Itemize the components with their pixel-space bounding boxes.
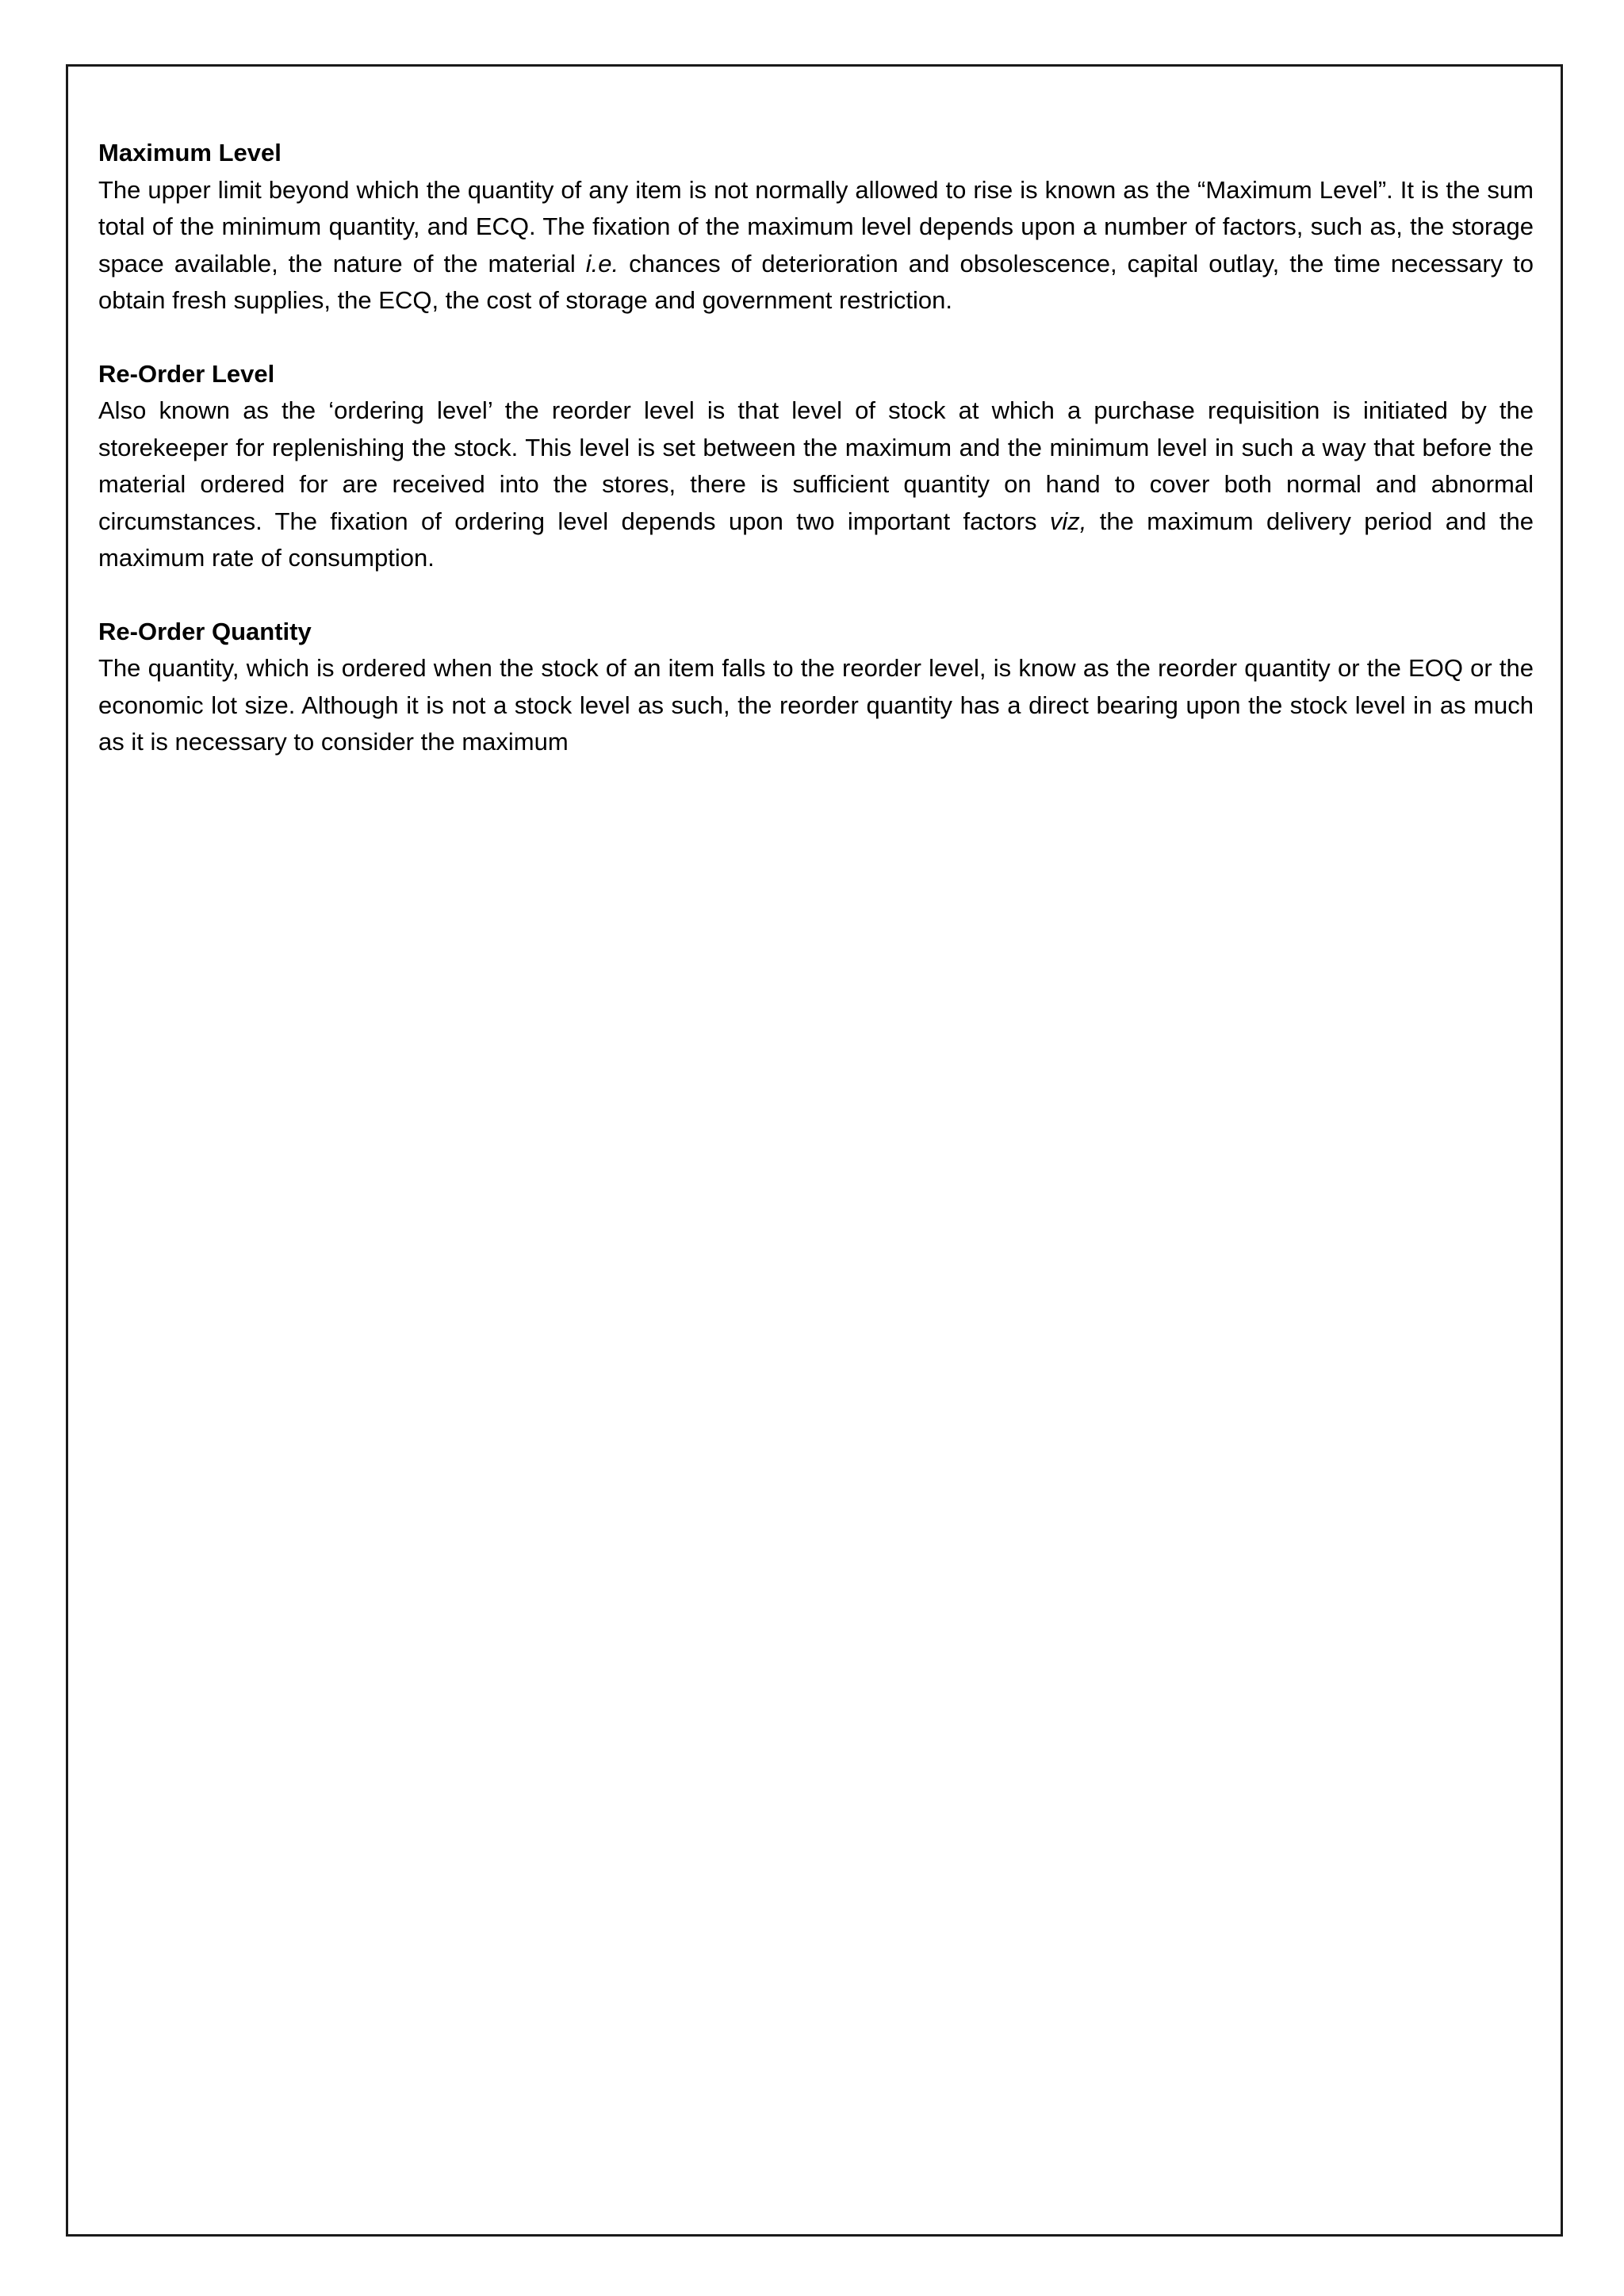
section-paragraph [98, 650, 1534, 761]
section-re-order-quantity [98, 614, 1534, 761]
document-body [98, 135, 1534, 798]
paragraph-text: chances of deterioration and obsolescence, capital outlay, the time necessary to obtain fresh supplies, the ECQ, the cost of storage and government restriction. [98, 249, 1534, 314]
paragraph-text: the maximum delivery period and the maximum rate of consumption. [98, 507, 1534, 572]
section-paragraph [98, 392, 1534, 577]
section-heading: Maximum Level [98, 139, 282, 166]
paragraph-text: The quantity, which is ordered when the stock of an item falls to the reorder level, is know as the reorder quantity or the EOQ or the economic lot size. Although it is not a stock level as such, the reorder quantity has a direct bearing upon the stock level in as much as it is necessary to consider the maximum [98, 654, 1534, 756]
section-maximum-level [98, 135, 1534, 320]
paragraph-text: Also known as the ‘ordering level’ the reorder level is that level of stock at which a purchase requisition is initiated by the storekeeper for replenishing the stock. This level is set between the maximum and the minimum level in such a way that before the material ordered for are received into the stores, there is sufficient quantity on hand to cover both normal and abnormal circumstances. The fixation of ordering level depends upon two important factors [98, 396, 1534, 535]
paragraph-text: The upper limit beyond which the quantity of any item is not normally allowed to rise is known as the “Maximum Level”. It is the sum total of the minimum quantity, and ECQ. The fixation of the maximum level depends upon a number of factors, such as, the storage space available, the nature of the material [98, 175, 1534, 277]
paragraph-italic-text: i.e. [585, 249, 619, 277]
section-paragraph [98, 172, 1534, 320]
section-re-order-level [98, 356, 1534, 577]
paragraph-italic-text: viz, [1049, 507, 1087, 535]
section-heading: Re-Order Level [98, 359, 275, 388]
section-heading: Re-Order Quantity [98, 617, 312, 645]
